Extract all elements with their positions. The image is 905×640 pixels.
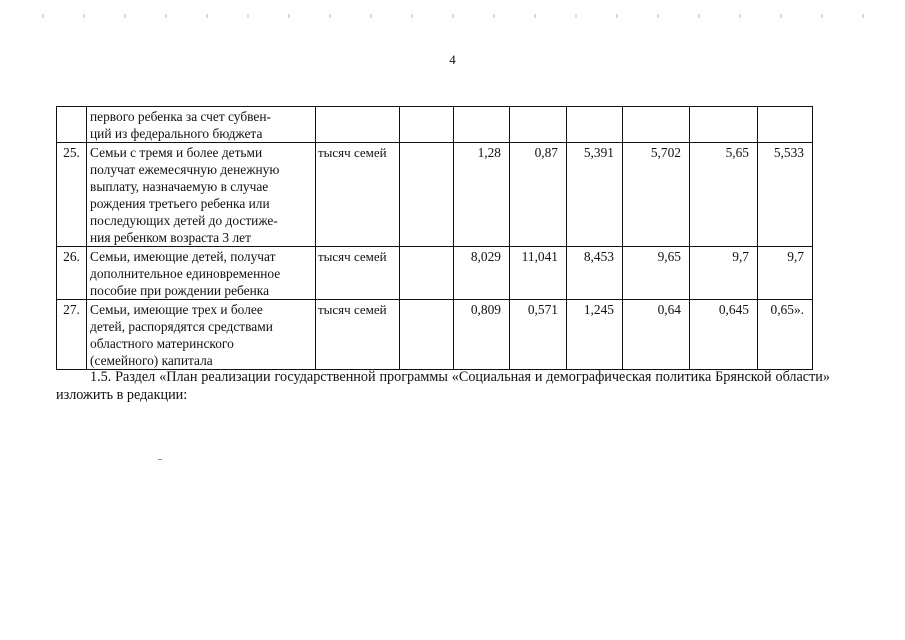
value-cell: 1,28 bbox=[454, 143, 510, 247]
indicator-name-line: выплату, назначаемую в случае bbox=[90, 179, 269, 194]
value-cell: 0,809 bbox=[454, 300, 510, 370]
unit-cell bbox=[316, 107, 400, 143]
value-cell bbox=[454, 107, 510, 143]
indicator-name-line: Семьи с тремя и более детьми bbox=[90, 145, 263, 160]
value-cell: 0,64 bbox=[623, 300, 690, 370]
indicator-name-line: Семьи, имеющие детей, получат bbox=[90, 249, 276, 264]
empty-cell bbox=[400, 300, 454, 370]
value-cell: 8,453 bbox=[567, 247, 623, 300]
empty-cell bbox=[400, 107, 454, 143]
unit-cell: тысяч семей bbox=[316, 247, 400, 300]
indicator-name-line: (семейного) капитала bbox=[90, 353, 213, 368]
table-row bbox=[57, 107, 813, 143]
empty-cell bbox=[400, 143, 454, 247]
indicator-name-line: Семьи, имеющие трех и более bbox=[90, 302, 263, 317]
value-cell: 9,65 bbox=[623, 247, 690, 300]
value-cell bbox=[690, 107, 758, 143]
value-cell: 5,391 bbox=[567, 143, 623, 247]
indicator-name-line: детей, распорядятся средствами bbox=[90, 319, 273, 334]
indicator-name-line: ния ребенком возраста 3 лет bbox=[90, 230, 251, 245]
empty-cell bbox=[400, 247, 454, 300]
indicator-name-line: получат ежемесячную денежную bbox=[90, 162, 280, 177]
indicator-name-line: дополнительное единовременное bbox=[90, 266, 281, 281]
indicator-name-cell bbox=[87, 300, 316, 370]
value-cell: 1,245 bbox=[567, 300, 623, 370]
scan-artifact-dots bbox=[20, 14, 880, 18]
value-cell: 5,533 bbox=[758, 143, 813, 247]
row-number-cell: 26. bbox=[57, 247, 87, 300]
value-cell bbox=[623, 107, 690, 143]
unit-cell: тысяч семей bbox=[316, 143, 400, 247]
value-cell: 0,87 bbox=[510, 143, 567, 247]
row-number-cell: 27. bbox=[57, 300, 87, 370]
table-body bbox=[57, 107, 813, 370]
indicator-name-line: первого ребенка за счет субвен- bbox=[90, 109, 271, 124]
value-cell bbox=[758, 107, 813, 143]
table-row bbox=[57, 143, 813, 247]
indicator-name-line: областного материнского bbox=[90, 336, 234, 351]
value-cell: 8,029 bbox=[454, 247, 510, 300]
table-row bbox=[57, 247, 813, 300]
row-number-cell bbox=[57, 107, 87, 143]
indicator-name-line: последующих детей до достиже- bbox=[90, 213, 278, 228]
page-number: 4 bbox=[449, 52, 456, 67]
value-cell: 0,645 bbox=[690, 300, 758, 370]
indicators-table bbox=[56, 106, 813, 370]
table-row bbox=[57, 300, 813, 370]
indicator-name-cell bbox=[87, 143, 316, 247]
indicator-name-line: пособие при рождении ребенка bbox=[90, 283, 270, 298]
value-cell: 11,041 bbox=[510, 247, 567, 300]
indicator-name-cell bbox=[87, 247, 316, 300]
section-paragraph: 1.5. Раздел «План реализации государственной программы «Социальная и демографическая политика Брянской области» изложить в редакции: bbox=[56, 369, 830, 403]
indicator-name-line: рождения третьего ребенка или bbox=[90, 196, 270, 211]
value-cell: 5,702 bbox=[623, 143, 690, 247]
value-cell bbox=[567, 107, 623, 143]
value-cell: 0,65». bbox=[758, 300, 813, 370]
row-number-cell: 25. bbox=[57, 143, 87, 247]
value-cell: 9,7 bbox=[690, 247, 758, 300]
scan-artifact-mark bbox=[158, 459, 162, 460]
value-cell: 5,65 bbox=[690, 143, 758, 247]
value-cell: 9,7 bbox=[758, 247, 813, 300]
value-cell: 0,571 bbox=[510, 300, 567, 370]
indicator-name-cell bbox=[87, 107, 316, 143]
value-cell bbox=[510, 107, 567, 143]
indicator-name-line: ций из федерального бюджета bbox=[90, 126, 263, 141]
unit-cell: тысяч семей bbox=[316, 300, 400, 370]
